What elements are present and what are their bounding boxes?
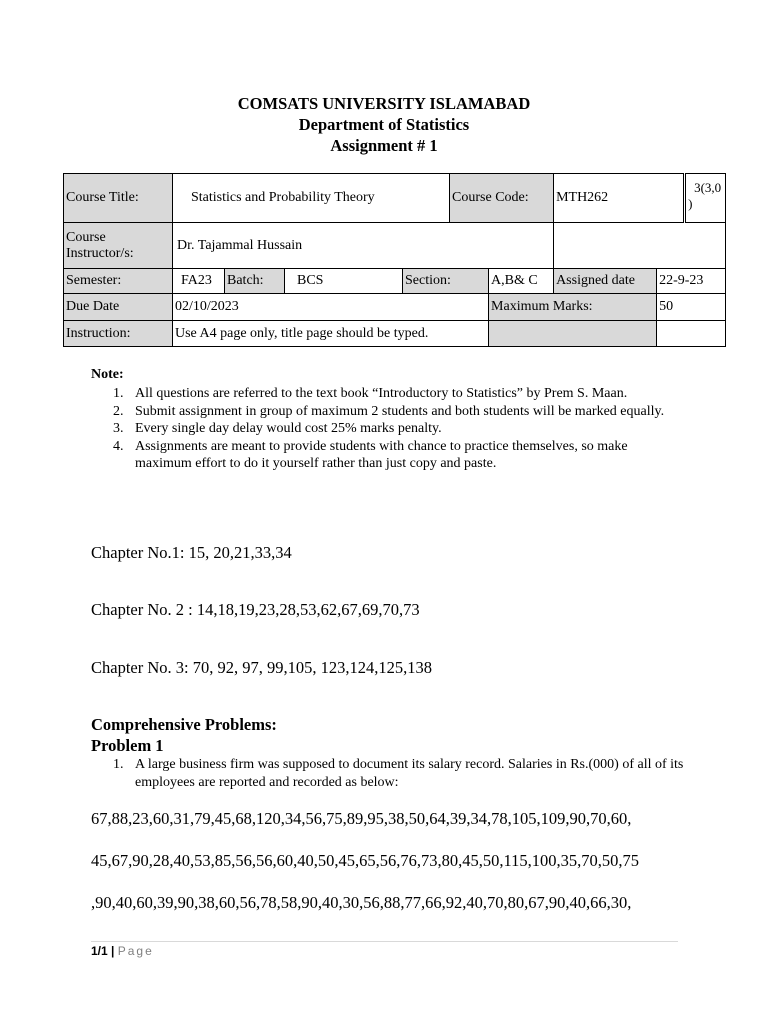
- batch-label: Batch:: [225, 269, 285, 294]
- note-item: [91, 385, 681, 403]
- section-label: Section:: [403, 269, 489, 294]
- note-number: 4.: [113, 438, 124, 454]
- empty-shaded-cell: [489, 321, 657, 347]
- footer-separator: |: [111, 944, 115, 958]
- comprehensive-problems-title: Comprehensive Problems:: [91, 715, 277, 734]
- credit-hours-line2: ): [688, 196, 693, 211]
- page-word: Page: [117, 944, 154, 958]
- note-text: Assignments are meant to provide students with chance to practice themselves, so make maximum effort to do it yourself rather than just copy and paste.: [135, 438, 628, 471]
- batch-value: BCS: [285, 269, 403, 294]
- due-date-label: Due Date: [64, 294, 173, 321]
- credit-hours: [685, 174, 726, 223]
- problem-1-statement: [91, 756, 691, 791]
- footer-divider: [91, 941, 678, 942]
- note-title: Note:: [91, 367, 124, 382]
- salary-data-line-1: 67,88,23,60,31,79,45,68,120,34,56,75,89,95,38,50,64,39,34,78,105,109,90,70,60,: [91, 809, 632, 828]
- course-code-label: Course Code:: [450, 174, 554, 223]
- empty-cell: [554, 223, 726, 269]
- max-marks-label: Maximum Marks:: [489, 294, 657, 321]
- note-item: [91, 403, 681, 421]
- note-number: 1.: [113, 386, 124, 401]
- note-number: 3.: [113, 421, 124, 436]
- note-text: All questions are referred to the text book “Introductory to Statistics” by Prem S. Maan.: [135, 386, 628, 401]
- course-info-table: [63, 173, 726, 347]
- chapter-2-questions: Chapter No. 2 : 14,18,19,23,28,53,62,67,69,70,73: [91, 600, 420, 619]
- university-name: COMSATS UNIVERSITY ISLAMABAD: [237, 94, 531, 113]
- page-footer: [91, 944, 154, 958]
- chapter-1-questions: Chapter No.1: 15, 20,21,33,34: [91, 543, 292, 562]
- instructor-value: Dr. Tajammal Hussain: [173, 223, 554, 269]
- salary-data-line-3: ,90,40,60,39,90,38,60,56,78,58,90,40,30,56,88,77,66,92,40,70,80,67,90,40,66,30,: [91, 893, 632, 912]
- problem-number: 1.: [113, 757, 124, 772]
- course-title-value: Statistics and Probability Theory: [173, 174, 450, 223]
- problem-1-title: Problem 1: [91, 736, 164, 755]
- instructor-label: Course Instructor/s:: [64, 223, 173, 269]
- note-number: 2.: [113, 403, 124, 419]
- due-date-value: 02/10/2023: [173, 294, 489, 321]
- empty-cell: [657, 321, 726, 347]
- note-item: [91, 420, 681, 438]
- note-item: [91, 438, 681, 473]
- assigned-date-value: 22-9-23: [657, 269, 726, 294]
- problem-text: A large business firm was supposed to document its salary record. Salaries in Rs.(000) of all of its employees are reported and recorded as below:: [135, 757, 684, 790]
- course-title-label: Course Title:: [64, 174, 173, 223]
- max-marks-value: 50: [657, 294, 726, 321]
- chapter-3-questions: Chapter No. 3: 70, 92, 97, 99,105, 123,124,125,138: [91, 658, 432, 677]
- page-number: 1/1: [91, 944, 108, 958]
- semester-value: FA23: [173, 269, 225, 294]
- salary-data-line-2: 45,67,90,28,40,53,85,56,56,60,40,50,45,65,56,76,73,80,45,50,115,100,35,70,50,75: [91, 851, 640, 870]
- instruction-label: Instruction:: [64, 321, 173, 347]
- section-value: A,B& C: [489, 269, 554, 294]
- assigned-date-label: Assigned date: [554, 269, 657, 294]
- credit-hours-line1: 3(3,0: [694, 180, 722, 195]
- assignment-title: Assignment # 1: [330, 136, 438, 155]
- semester-label: Semester:: [64, 269, 173, 294]
- note-list: [91, 385, 681, 473]
- course-code-value: MTH262: [554, 174, 685, 223]
- department-name: Department of Statistics: [298, 115, 470, 134]
- instruction-value: Use A4 page only, title page should be typed.: [173, 321, 489, 347]
- note-text: Submit assignment in group of maximum 2 students and both students will be marked equally.: [135, 403, 665, 419]
- note-text: Every single day delay would cost 25% marks penalty.: [135, 421, 442, 436]
